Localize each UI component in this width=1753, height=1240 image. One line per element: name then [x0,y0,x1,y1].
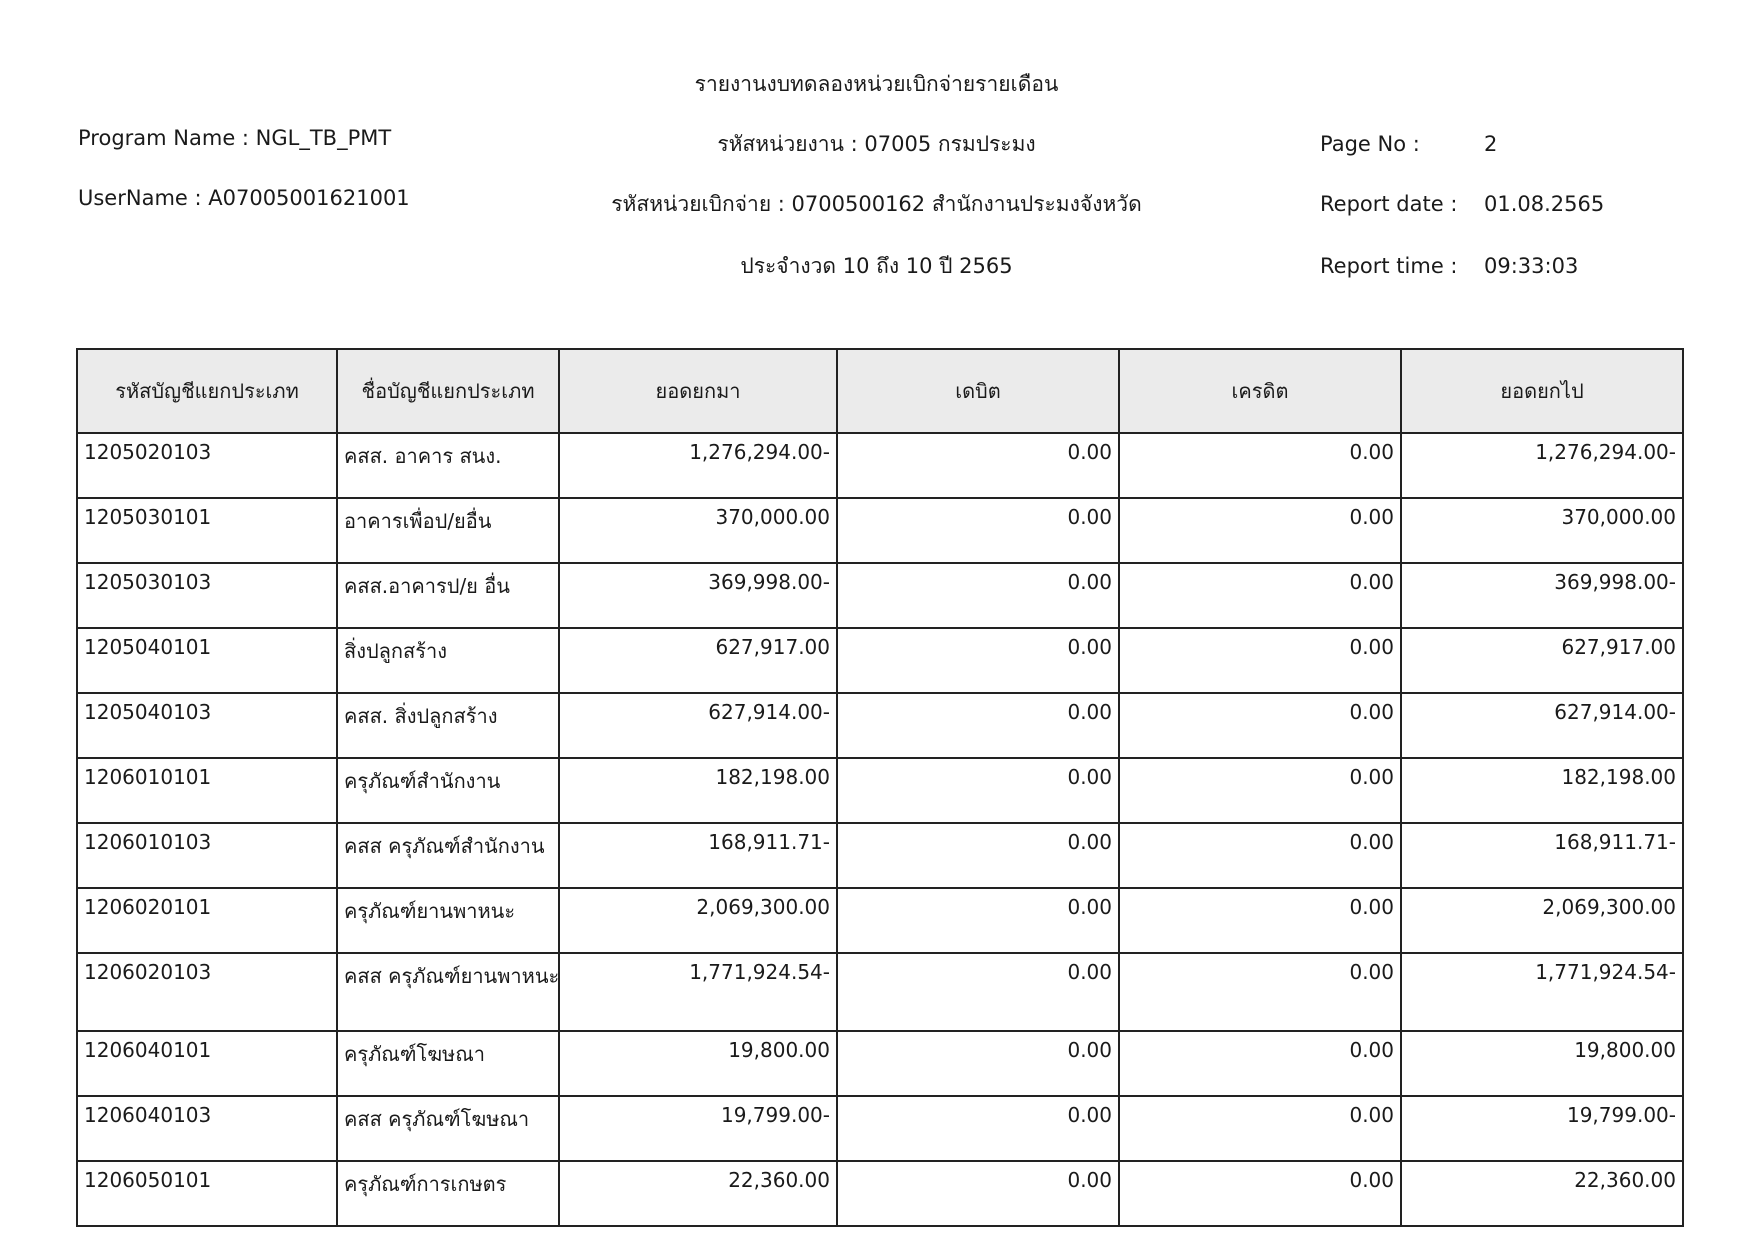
debit-cell: 0.00 [837,433,1119,498]
carried-forward-cell: 369,998.00- [1401,563,1683,628]
carried-forward-cell: 370,000.00 [1401,498,1683,563]
carried-forward-cell: 19,800.00 [1401,1031,1683,1096]
brought-forward-cell: 1,276,294.00- [559,433,837,498]
debit-cell: 0.00 [837,693,1119,758]
brought-forward-cell: 369,998.00- [559,563,837,628]
account-name-cell: คสส. สิ่งปลูกสร้าง [337,693,559,758]
account-name-cell: ครุภัณฑ์โฆษณา [337,1031,559,1096]
account-code-cell: 1206040101 [77,1031,337,1096]
account-name-cell: ครุภัณฑ์สำนักงาน [337,758,559,823]
debit-cell: 0.00 [837,563,1119,628]
account-code-cell: 1205040101 [77,628,337,693]
brought-forward-cell: 19,800.00 [559,1031,837,1096]
table-row [77,433,1683,498]
brought-forward-cell: 168,911.71- [559,823,837,888]
table-row [77,953,1683,1031]
table-row [77,1031,1683,1096]
account-code-cell: 1206010101 [77,758,337,823]
column-header-debit: เดบิต [837,349,1119,433]
account-name-cell: ครุภัณฑ์ยานพาหนะ [337,888,559,953]
page-no-label: Page No : [1320,132,1420,156]
column-header-brought-forward: ยอดยกมา [559,349,837,433]
carried-forward-cell: 19,799.00- [1401,1096,1683,1161]
debit-cell: 0.00 [837,758,1119,823]
brought-forward-cell: 1,771,924.54- [559,953,837,1031]
report-time-value: 09:33:03 [1484,254,1579,278]
credit-cell: 0.00 [1119,1031,1401,1096]
column-header-account-code: รหัสบัญชีแยกประเภท [77,349,337,433]
credit-cell: 0.00 [1119,563,1401,628]
debit-cell: 0.00 [837,1096,1119,1161]
account-code-cell: 1205020103 [77,433,337,498]
credit-cell: 0.00 [1119,953,1401,1031]
debit-cell: 0.00 [837,498,1119,563]
table-row [77,563,1683,628]
account-code-cell: 1205030103 [77,563,337,628]
account-code-cell: 1206010103 [77,823,337,888]
brought-forward-cell: 2,069,300.00 [559,888,837,953]
table-header-row [77,349,1683,433]
disbursement-unit: รหัสหน่วยเบิกจ่าย : 0700500162 สำนักงานประมงจังหวัด [611,192,1142,216]
account-name-cell: คสส. อาคาร สนง. [337,433,559,498]
credit-cell: 0.00 [1119,498,1401,563]
table-row [77,888,1683,953]
credit-cell: 0.00 [1119,628,1401,693]
carried-forward-cell: 168,911.71- [1401,823,1683,888]
debit-cell: 0.00 [837,1161,1119,1226]
table-row [77,758,1683,823]
brought-forward-cell: 627,914.00- [559,693,837,758]
brought-forward-cell: 182,198.00 [559,758,837,823]
credit-cell: 0.00 [1119,888,1401,953]
debit-cell: 0.00 [837,953,1119,1031]
account-name-cell: คสส ครุภัณฑ์ยานพาหนะ [337,953,559,1031]
table-row [77,1161,1683,1226]
table-row [77,498,1683,563]
user-name: UserName : A07005001621001 [78,186,410,210]
report-date-label: Report date : [1320,192,1458,216]
account-code-cell: 1206020101 [77,888,337,953]
program-name: Program Name : NGL_TB_PMT [78,126,392,150]
report-period: ประจำงวด 10 ถึง 10 ปี 2565 [740,254,1013,278]
column-header-carried-forward: ยอดยกไป [1401,349,1683,433]
brought-forward-cell: 22,360.00 [559,1161,837,1226]
account-name-cell: อาคารเพื่อป/ยอื่น [337,498,559,563]
column-header-account-name: ชื่อบัญชีแยกประเภท [337,349,559,433]
report-time-label: Report time : [1320,254,1458,278]
table-row [77,1096,1683,1161]
table-row [77,693,1683,758]
account-code-cell: 1206050101 [77,1161,337,1226]
carried-forward-cell: 1,276,294.00- [1401,433,1683,498]
brought-forward-cell: 627,917.00 [559,628,837,693]
report-date-value: 01.08.2565 [1484,192,1605,216]
table-body [77,433,1683,1226]
debit-cell: 0.00 [837,823,1119,888]
column-header-credit: เครดิต [1119,349,1401,433]
carried-forward-cell: 627,914.00- [1401,693,1683,758]
page-no-value: 2 [1484,132,1498,156]
table-row [77,628,1683,693]
account-name-cell: คสส.อาคารป/ย อื่น [337,563,559,628]
account-name-cell: คสส ครุภัณฑ์โฆษณา [337,1096,559,1161]
carried-forward-cell: 627,917.00 [1401,628,1683,693]
debit-cell: 0.00 [837,888,1119,953]
debit-cell: 0.00 [837,628,1119,693]
trial-balance-table [76,348,1684,1227]
credit-cell: 0.00 [1119,1161,1401,1226]
account-code-cell: 1205030101 [77,498,337,563]
credit-cell: 0.00 [1119,433,1401,498]
account-name-cell: คสส ครุภัณฑ์สำนักงาน [337,823,559,888]
table-row [77,823,1683,888]
brought-forward-cell: 370,000.00 [559,498,837,563]
account-name-cell: สิ่งปลูกสร้าง [337,628,559,693]
brought-forward-cell: 19,799.00- [559,1096,837,1161]
credit-cell: 0.00 [1119,1096,1401,1161]
report-title: รายงานงบทดลองหน่วยเบิกจ่ายรายเดือน [694,72,1059,96]
carried-forward-cell: 2,069,300.00 [1401,888,1683,953]
debit-cell: 0.00 [837,1031,1119,1096]
credit-cell: 0.00 [1119,758,1401,823]
credit-cell: 0.00 [1119,693,1401,758]
account-code-cell: 1206040103 [77,1096,337,1161]
credit-cell: 0.00 [1119,823,1401,888]
account-code-cell: 1205040103 [77,693,337,758]
carried-forward-cell: 182,198.00 [1401,758,1683,823]
account-name-cell: ครุภัณฑ์การเกษตร [337,1161,559,1226]
carried-forward-cell: 22,360.00 [1401,1161,1683,1226]
account-code-cell: 1206020103 [77,953,337,1031]
agency-code: รหัสหน่วยงาน : 07005 กรมประมง [717,132,1036,156]
carried-forward-cell: 1,771,924.54- [1401,953,1683,1031]
